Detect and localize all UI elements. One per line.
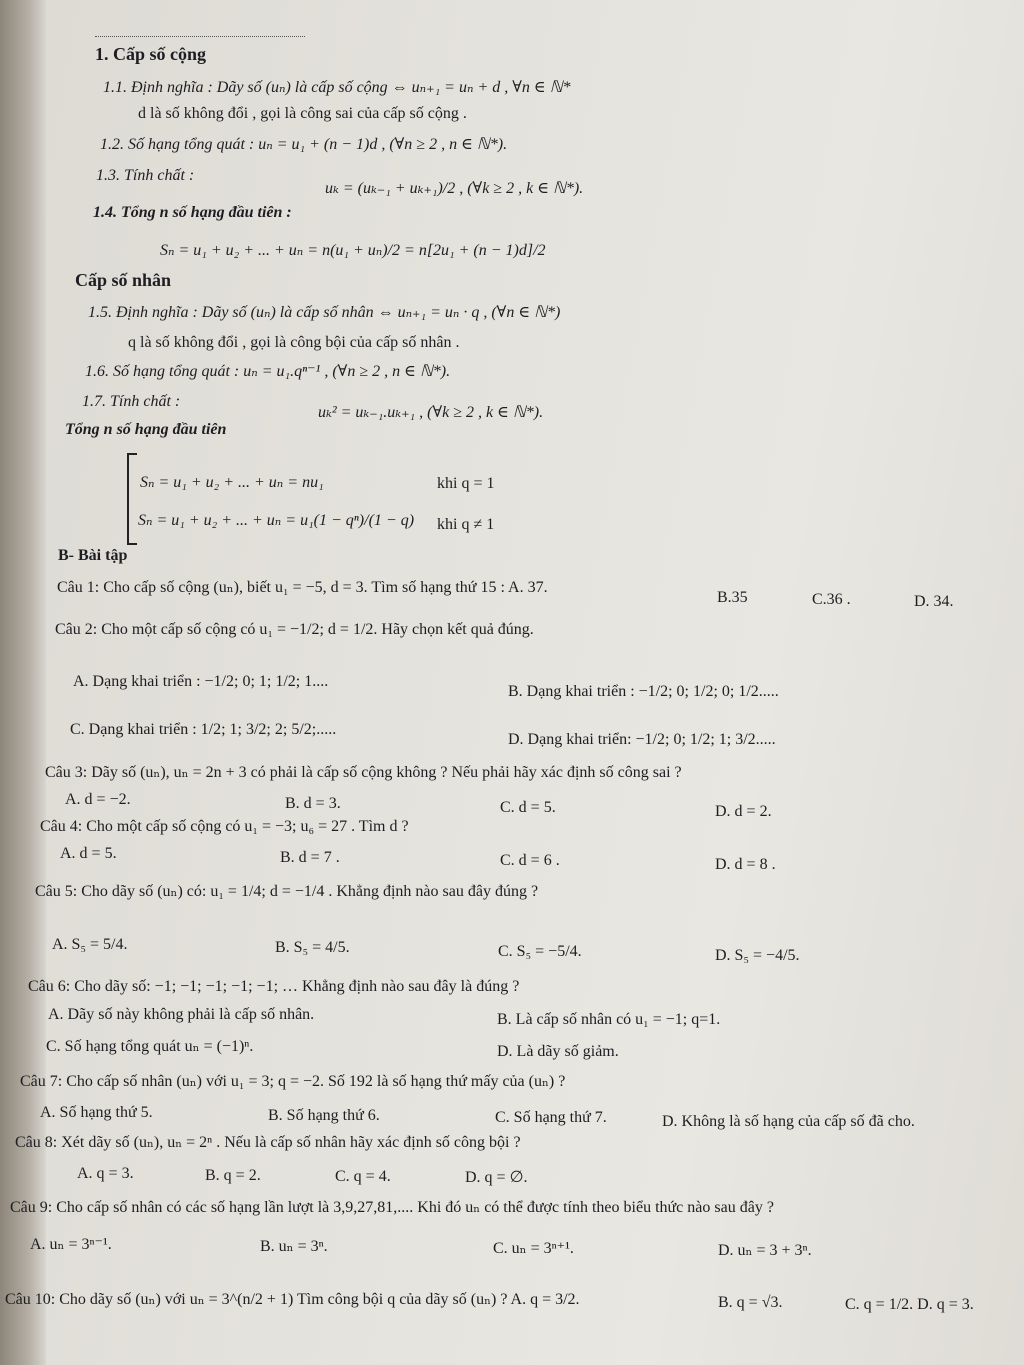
question-2: Câu 2: Cho một cấp số cộng có u₁ = −1/2; d = 1/2. Hãy chọn kết quả đúng. (55, 621, 534, 638)
question-5: Câu 5: Cho dãy số (uₙ) có: u₁ = 1/4; d = −1/4 . Khẳng định nào sau đây đúng ? (35, 883, 539, 900)
property-1-3-label: 1.3. Tính chất : (96, 167, 195, 184)
q3-option-c: C. d = 5. (500, 799, 556, 816)
q1-option-b: B.35 (717, 589, 748, 606)
q1-option-c: C.36 . (812, 591, 851, 608)
q6-option-c: C. Số hạng tổng quát uₙ = (−1)ⁿ. (46, 1038, 254, 1055)
q9-option-b: B. uₙ = 3ⁿ. (260, 1238, 328, 1255)
question-6: Câu 6: Cho dãy số: −1; −1; −1; −1; −1; … Khẳng định nào sau đây là đúng ? (28, 978, 520, 995)
question-9: Câu 9: Cho cấp số nhân có các số hạng lần lượt là 3,9,27,81,.... Khi đó uₙ có thể được tính theo biểu thức nào sau đây ? (10, 1199, 774, 1216)
q3-option-b: B. d = 3. (285, 795, 341, 812)
question-3: Câu 3: Dãy số (uₙ), uₙ = 2n + 3 có phải là cấp số cộng không ? Nếu phải hãy xác định số công sai ? (45, 764, 682, 781)
q2-option-b: B. Dạng khai triển : −1/2; 0; 1/2; 0; 1/2..... (508, 683, 779, 700)
q2-option-a: A. Dạng khai triển : −1/2; 0; 1; 1/2; 1.... (73, 673, 329, 690)
q2-option-d: D. Dạng khai triển: −1/2; 0; 1/2; 1; 3/2..... (508, 731, 776, 748)
q5-option-b: B. S₅ = 4/5. (275, 939, 350, 956)
q8-option-d: D. q = ∅. (465, 1169, 528, 1186)
q5-option-a: A. S₅ = 5/4. (52, 936, 128, 953)
q4-option-a: A. d = 5. (60, 845, 117, 862)
definition-1-5-note: q là số không đổi , gọi là công bội của cấp số nhân . (128, 334, 460, 351)
q8-option-c: C. q = 4. (335, 1168, 391, 1185)
q6-option-a: A. Dãy số này không phải là cấp số nhân. (48, 1006, 315, 1023)
q3-option-a: A. d = −2. (65, 791, 131, 808)
q9-option-c: C. uₙ = 3ⁿ⁺¹. (493, 1240, 574, 1257)
definition-1-1-note: d là số không đổi , gọi là công sai của cấp số cộng . (138, 105, 467, 122)
q3-option-d: D. d = 2. (715, 803, 772, 820)
question-7: Câu 7: Cho cấp số nhân (uₙ) với u₁ = 3; q = −2. Số 192 là số hạng thứ mấy của (uₙ) ? (20, 1073, 566, 1090)
q4-option-c: C. d = 6 . (500, 852, 560, 869)
q1-option-d: D. 34. (914, 593, 954, 610)
q10-option-cd: C. q = 1/2. D. q = 3. (845, 1296, 974, 1313)
question-8: Câu 8: Xét dãy số (uₙ), uₙ = 2ⁿ . Nếu là cấp số nhân hãy xác định số công bội ? (15, 1134, 521, 1151)
q10-option-b: B. q = √3. (718, 1294, 783, 1311)
geometric-sum-label: Tổng n số hạng đầu tiên (65, 421, 227, 438)
q2-option-c: C. Dạng khai triển : 1/2; 1; 3/2; 2; 5/2;..... (70, 721, 337, 738)
general-term-1-2: 1.2. Số hạng tổng quát : uₙ = u₁ + (n − 1)d , (∀n ≥ 2 , n ∈ ℕ*). (100, 136, 508, 153)
property-1-7-label: 1.7. Tính chất : (82, 393, 181, 410)
question-4: Câu 4: Cho một cấp số cộng có u₁ = −3; u₆ = 27 . Tìm d ? (40, 818, 409, 835)
property-1-3-formula: uₖ = (uₖ₋₁ + uₖ₊₁)/2 , (∀k ≥ 2 , k ∈ ℕ*). (325, 180, 584, 197)
q6-option-b: B. Là cấp số nhân có u₁ = −1; q=1. (497, 1011, 721, 1028)
sum-case-1: Sₙ = u₁ + u₂ + ... + uₙ = nu₁ (140, 474, 324, 491)
sum-1-4-label: 1.4. Tổng n số hạng đầu tiên : (93, 204, 292, 221)
page-shadow (0, 0, 46, 1365)
q7-option-d: D. Không là số hạng của cấp số đã cho. (662, 1113, 915, 1130)
q5-option-c: C. S₅ = −5/4. (498, 943, 582, 960)
q7-option-c: C. Số hạng thứ 7. (495, 1109, 607, 1126)
sum-case-2: Sₙ = u₁ + u₂ + ... + uₙ = u₁(1 − qⁿ)/(1 − q) (138, 512, 415, 529)
q8-option-a: A. q = 3. (77, 1165, 134, 1182)
property-1-7-formula: uₖ² = uₖ₋₁.uₖ₊₁ , (∀k ≥ 2 , k ∈ ℕ*). (318, 404, 544, 421)
geometric-title: Cấp số nhân (75, 270, 172, 290)
definition-1-5: 1.5. Định nghĩa : Dãy số (uₙ) là cấp số nhân ⇔ uₙ₊₁ = uₙ · q , (∀n ∈ ℕ*) (88, 304, 561, 321)
definition-1-1: 1.1. Định nghĩa : Dãy số (uₙ) là cấp số cộng ⇔ uₙ₊₁ = uₙ + d , ∀n ∈ ℕ* (103, 79, 571, 96)
q7-option-a: A. Số hạng thứ 5. (40, 1104, 153, 1121)
q7-option-b: B. Số hạng thứ 6. (268, 1107, 380, 1124)
q9-option-a: A. uₙ = 3ⁿ⁻¹. (30, 1236, 112, 1253)
q9-option-d: D. uₙ = 3 + 3ⁿ. (718, 1242, 812, 1259)
q6-option-d: D. Là dãy số giảm. (497, 1043, 619, 1060)
sum-case-1-cond: khi q = 1 (437, 475, 495, 492)
q5-option-d: D. S₅ = −4/5. (715, 947, 800, 964)
case-brace (127, 453, 137, 545)
q8-option-b: B. q = 2. (205, 1167, 261, 1184)
exercises-title: B- Bài tập (58, 547, 128, 564)
sum-case-2-cond: khi q ≠ 1 (437, 516, 495, 533)
sum-1-4-formula: Sₙ = u₁ + u₂ + ... + uₙ = n(u₁ + uₙ)/2 = n[2u₁ + (n − 1)d]/2 (160, 242, 546, 259)
question-10: Câu 10: Cho dãy số (uₙ) với uₙ = 3^(n/2 + 1) Tìm công bội q của dãy số (uₙ) ? A. q = 3/2. (5, 1291, 580, 1308)
question-1: Câu 1: Cho cấp số cộng (uₙ), biết u₁ = −5, d = 3. Tìm số hạng thứ 15 : A. 37. (57, 579, 548, 596)
general-term-1-6: 1.6. Số hạng tổng quát : uₙ = u₁.qⁿ⁻¹ , (∀n ≥ 2 , n ∈ ℕ*). (85, 363, 451, 380)
q4-option-b: B. d = 7 . (280, 849, 340, 866)
q4-option-d: D. d = 8 . (715, 856, 776, 873)
section-title: 1. Cấp số cộng (95, 44, 207, 64)
